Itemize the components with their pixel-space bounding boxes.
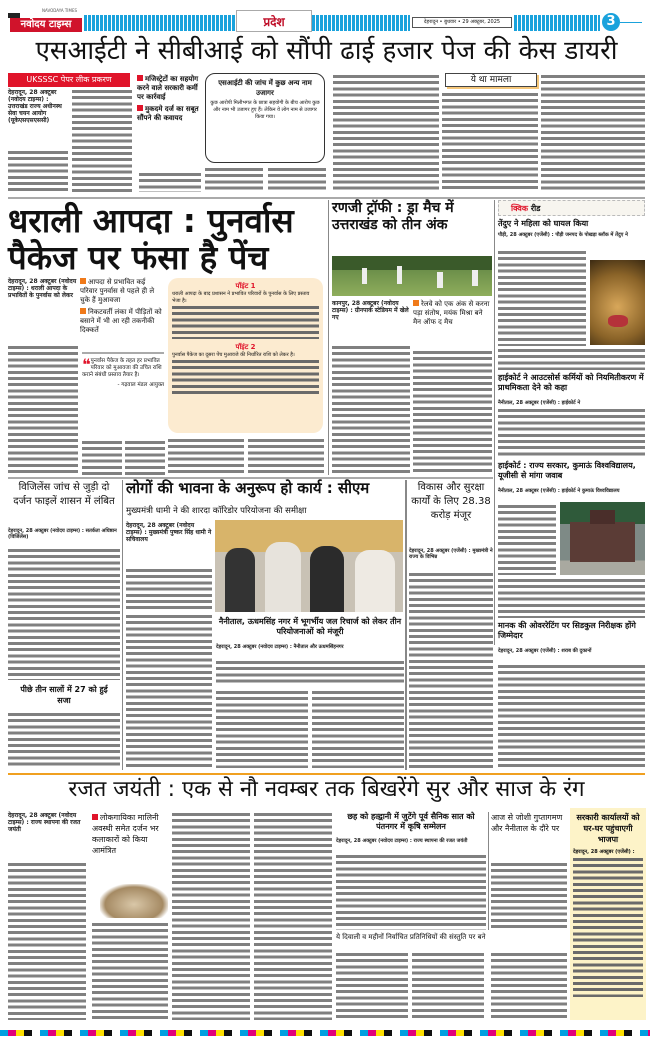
body-text xyxy=(139,172,201,192)
dateline: देहरादून, 28 अक्टूबर (नवोदय टाइम्स) : धराली आपदा के प्रभावितों के पुनर्वास को लेकर xyxy=(8,278,77,299)
body-text xyxy=(442,92,538,192)
quick-headline: तेंदुए ने महिला को घायल किया xyxy=(498,219,589,228)
date-box: देहरादून • बुधवार • 29 अक्टूबर, 2025 xyxy=(412,17,512,28)
cricket-photo xyxy=(332,256,492,296)
person xyxy=(225,548,255,612)
dateline: देहरादून, 28 अक्टूबर (एजेंसी) : मुख्यमंत्री ने राज्य के विभिन्न xyxy=(409,548,493,560)
headline-28crore: विकास और सुरक्षा कार्यों के लिए 28.38 करोड़ मंजूर xyxy=(411,482,491,521)
divider xyxy=(8,197,645,199)
quick-headline: हाईकोर्ट ने आउटसोर्स कर्मियों को नियमितीकरण में प्राथमिकता देने को कहा xyxy=(498,373,644,392)
section-label: प्रदेश xyxy=(236,10,312,32)
body-text xyxy=(172,305,319,339)
body-text xyxy=(8,150,68,192)
body-text xyxy=(92,922,168,1020)
body-text xyxy=(498,348,645,370)
body-text xyxy=(498,408,645,458)
headline-ex-servicemen: छह को हल्द्वानी में जुटेंगे पूर्व सैनिक सात को पंतनगर में कृषि सम्मेलन xyxy=(347,812,475,831)
body-text xyxy=(333,74,439,192)
quote-icon: ❝ xyxy=(82,355,91,374)
masthead-small-label: NAVODAYA TIMES xyxy=(42,8,78,13)
bullet: लोकगायिका मालिनी अवस्थी समेत दर्जन भर कलाकारों को किया आमंत्रित xyxy=(92,813,159,855)
body-text xyxy=(172,359,319,395)
player xyxy=(472,270,478,286)
bullet-item: मजिस्ट्रेटों का सहयोग करने वाले सरकारी कर्मी पर कार्रवाई xyxy=(137,75,199,101)
quote-text: पुनर्वास पैकेज के तहत हर प्रभावित परिवार को मुआवजा की उचित राशि कराने संबंधी प्रस्ताव तैयार है। xyxy=(82,358,162,378)
dateline: देहरादून, 28 अक्टूबर (नवोदय टाइम्स) : नैनीताल और ऊधमसिंहनगर xyxy=(216,644,404,650)
dateline: नैनीताल, 28 अक्टूबर (एजेंसी) : हाईकोर्ट ने xyxy=(498,400,645,406)
body-text xyxy=(248,438,324,475)
subhead: पीछे तीन सालों में 27 को हुई सजा xyxy=(20,685,108,705)
headline-dharali: धराली आपदा : पुनर्वास पैकेज पर फंसा है पेंच xyxy=(8,201,294,277)
body-text xyxy=(498,250,586,346)
body-text xyxy=(332,345,410,475)
high-court-photo xyxy=(560,502,645,575)
body-text xyxy=(125,440,165,475)
points-box xyxy=(168,278,323,433)
body-text xyxy=(205,167,263,192)
headline-rajat-jayanti: रजत जयंती : एक से नौ नवम्बर तक बिखरेंगे सुर और साज के रंग xyxy=(68,777,585,802)
dateline: देहरादून, 28 अक्टूबर (एजेंसी) : xyxy=(573,849,635,855)
headline-joshi: आज से जोशी गुप्तागमण और नैनीताल के दौरे पर xyxy=(491,813,563,833)
body-text xyxy=(126,614,212,768)
quick-read-title-a: क्विक xyxy=(511,204,529,213)
bullet-item: निकटवर्ती लंका में पीड़ितों को बसाने में भी आ रही तकनीकी दिक्कतें xyxy=(80,308,162,334)
sit-box xyxy=(205,73,325,163)
quote-author: - गढ़वाल मंडल आयुक्त xyxy=(117,382,164,388)
quote-block xyxy=(82,352,164,389)
body-text xyxy=(168,438,244,475)
body-text xyxy=(72,89,132,192)
quick-headline: हाईकोर्ट : राज्य सरकार, कुमाऊं विश्वविद्यालय, यूजीसी से मांगा जवाब xyxy=(498,461,636,480)
body-text xyxy=(172,812,250,1020)
color-registration-bar xyxy=(0,1030,650,1036)
quick-read-header xyxy=(498,200,645,216)
bullet: रेलवे को एक अंक से करना पड़ा संतोष, मयंक मिश्रा बने मैन ऑफ द मैच xyxy=(413,300,490,326)
logo: नवोदय टाइम्स xyxy=(10,18,82,32)
body-text xyxy=(541,74,645,192)
divider xyxy=(122,480,123,770)
point2-text: पुनर्वास पैकेज का दूसरा पेंच मुआवजे की निर्धारित राशि को लेकर है। xyxy=(172,352,295,358)
dateline: देहरादून, 28 अक्टूबर (नवोदय टाइम्स) : सतर्कता अधिष्ठान (विजिलेंस) xyxy=(8,528,120,540)
body-text xyxy=(336,854,486,930)
quick-headline: मानक की ओवररेटिंग पर सिडकुल निरीक्षक होंगे जिम्मेदार xyxy=(498,621,636,640)
body-text xyxy=(8,548,120,680)
body-text xyxy=(8,862,86,1020)
dateline: कानपुर, 28 अक्टूबर (नवोदय टाइम्स) : ग्रीनपार्क स्टेडियम में खेले गए xyxy=(332,300,409,321)
body-text xyxy=(254,812,332,1020)
subhead: ये दिवाली व महीनों निर्वाचित प्रतिनिधियों की संस्तुति पर बने xyxy=(336,933,486,941)
divider xyxy=(494,200,495,645)
bullet-list xyxy=(80,278,164,335)
bar-end xyxy=(514,15,600,31)
body-text xyxy=(491,952,567,1020)
divider xyxy=(405,480,407,770)
leopard-mouth xyxy=(608,315,628,327)
dateline: देहरादून, 28 अक्टूबर (नवोदय टाइम्स) : मुख्यमंत्री पुष्कर सिंह धामी ने सचिवालय xyxy=(126,522,212,543)
player xyxy=(437,272,443,288)
box-title: एसआईटी की जांच में कुछ अन्य नाम उजागर xyxy=(218,79,312,97)
body-text xyxy=(82,440,122,475)
aside-title: ये था मामला xyxy=(445,73,537,87)
point2-title: पॉइंट 2 xyxy=(235,343,256,351)
dateline: नैनीताल, 28 अक्टूबर (एजेंसी) : हाईकोर्ट ने कुमाऊं विश्वविद्यालय xyxy=(498,488,645,494)
temple-illustration xyxy=(100,884,168,918)
divider xyxy=(328,200,329,475)
body-text xyxy=(336,952,408,1020)
body-text xyxy=(8,712,120,768)
ukssc-label: UKSSSC पेपर लीक प्रकरण xyxy=(8,73,130,87)
body-text xyxy=(409,572,493,768)
leopard-photo xyxy=(590,260,645,345)
body-text xyxy=(498,578,645,618)
point1-title: पॉइंट 1 xyxy=(235,282,256,290)
body-text xyxy=(412,952,484,1020)
bullet-list xyxy=(137,75,201,123)
headline-water-recharge: नैनीताल, ऊधमसिंह नगर में भूगर्भीय जल रिचार्ज को लेकर तीन परियोजनाओं को मंजूरी xyxy=(218,617,402,636)
cm-meeting-photo xyxy=(215,520,403,612)
dateline: देहरादून, 28 अक्टूबर (नवोदय टाइम्स) : राज्य स्थापना की रजत जयंती xyxy=(336,838,486,844)
player xyxy=(362,268,367,284)
page-number: 3 xyxy=(602,13,620,31)
body-text xyxy=(573,857,643,997)
bjp-box xyxy=(570,808,646,1020)
body-text xyxy=(498,664,645,768)
body-text xyxy=(8,345,78,475)
body-text xyxy=(126,568,212,610)
dateline: देहरादून, 28 अक्टूबर (नवोदय टाइम्स) : उत्तराखंड राज्य अधीनस्थ सेवा चयन आयोग (यूकेएसएसएससी) xyxy=(8,89,68,124)
person xyxy=(355,550,395,612)
player xyxy=(397,266,402,284)
body-text xyxy=(268,167,326,192)
headline-cm: लोगों की भावना के अनुरूप हो कार्य : सीएम xyxy=(126,479,370,497)
bullet-item: आपदा से प्रभावित कई परिवार पुनर्वास से पहले ही ले चुके हैं मुआवजा xyxy=(80,278,155,304)
dateline: देहरादून, 28 अक्टूबर (नवोदय टाइम्स) : राज्य स्थापना की रजत जयंती xyxy=(8,812,86,833)
body-text xyxy=(491,862,567,930)
body-text xyxy=(498,504,556,575)
body-text xyxy=(413,350,492,475)
body-text xyxy=(216,660,404,684)
headline-ranji: रणजी ट्रॉफी : ड्रा मैच में उत्तराखंड को तीन अंक xyxy=(332,200,454,233)
person xyxy=(310,546,344,612)
divider-orange xyxy=(8,773,645,775)
masthead xyxy=(0,0,650,34)
building-roof xyxy=(590,510,615,524)
building xyxy=(570,522,635,562)
rule xyxy=(620,22,642,23)
box-text: कुछ आरोपी मिलीभगत के छात्रा सहयोगी के बीच आरोप कुछ और नाम भी उजागर हुए हैं। लेकिन वे लोग नाम से उजागर किया गया। xyxy=(210,100,320,120)
headline-vigilance: विजिलेंस जांच से जुड़ी दो दर्जन फाइलें शासन में लंबित xyxy=(13,482,115,507)
person xyxy=(265,542,301,612)
dateline: देहरादून, 28 अक्टूबर (एजेंसी) : शराब की दुकानों xyxy=(498,648,645,654)
dateline: पौड़ी, 28 अक्टूबर (एजेंसी) : पौड़ी जनपद के पोखड़ा ब्लॉक में तेंदुए ने xyxy=(498,232,645,238)
divider xyxy=(488,812,489,930)
headline-sit-cbi: एसआईटी ने सीबीआई को सौंपी ढाई हजार पेज की केस डायरी xyxy=(35,36,618,66)
body-text xyxy=(216,690,308,768)
quick-read-title-b: रीड xyxy=(530,204,541,213)
bullet-item: मुकदमे दर्ज का सबूत सौंपने की कवायद xyxy=(137,105,199,122)
headline-bjp: सरकारी कार्यालयों को घर-घर पहुंचाएगी भाजपा xyxy=(576,813,640,844)
body-text xyxy=(312,690,404,768)
subhead-cm: मुख्यमंत्री धामी ने की शारदा कॉरिडोर परियोजना की समीक्षा xyxy=(126,506,307,516)
point1-text: धराली आपदा के बाद प्रशासन ने प्रभावित परिवारों के पुनर्वास के लिए प्रस्ताव भेजा है। xyxy=(172,291,310,304)
